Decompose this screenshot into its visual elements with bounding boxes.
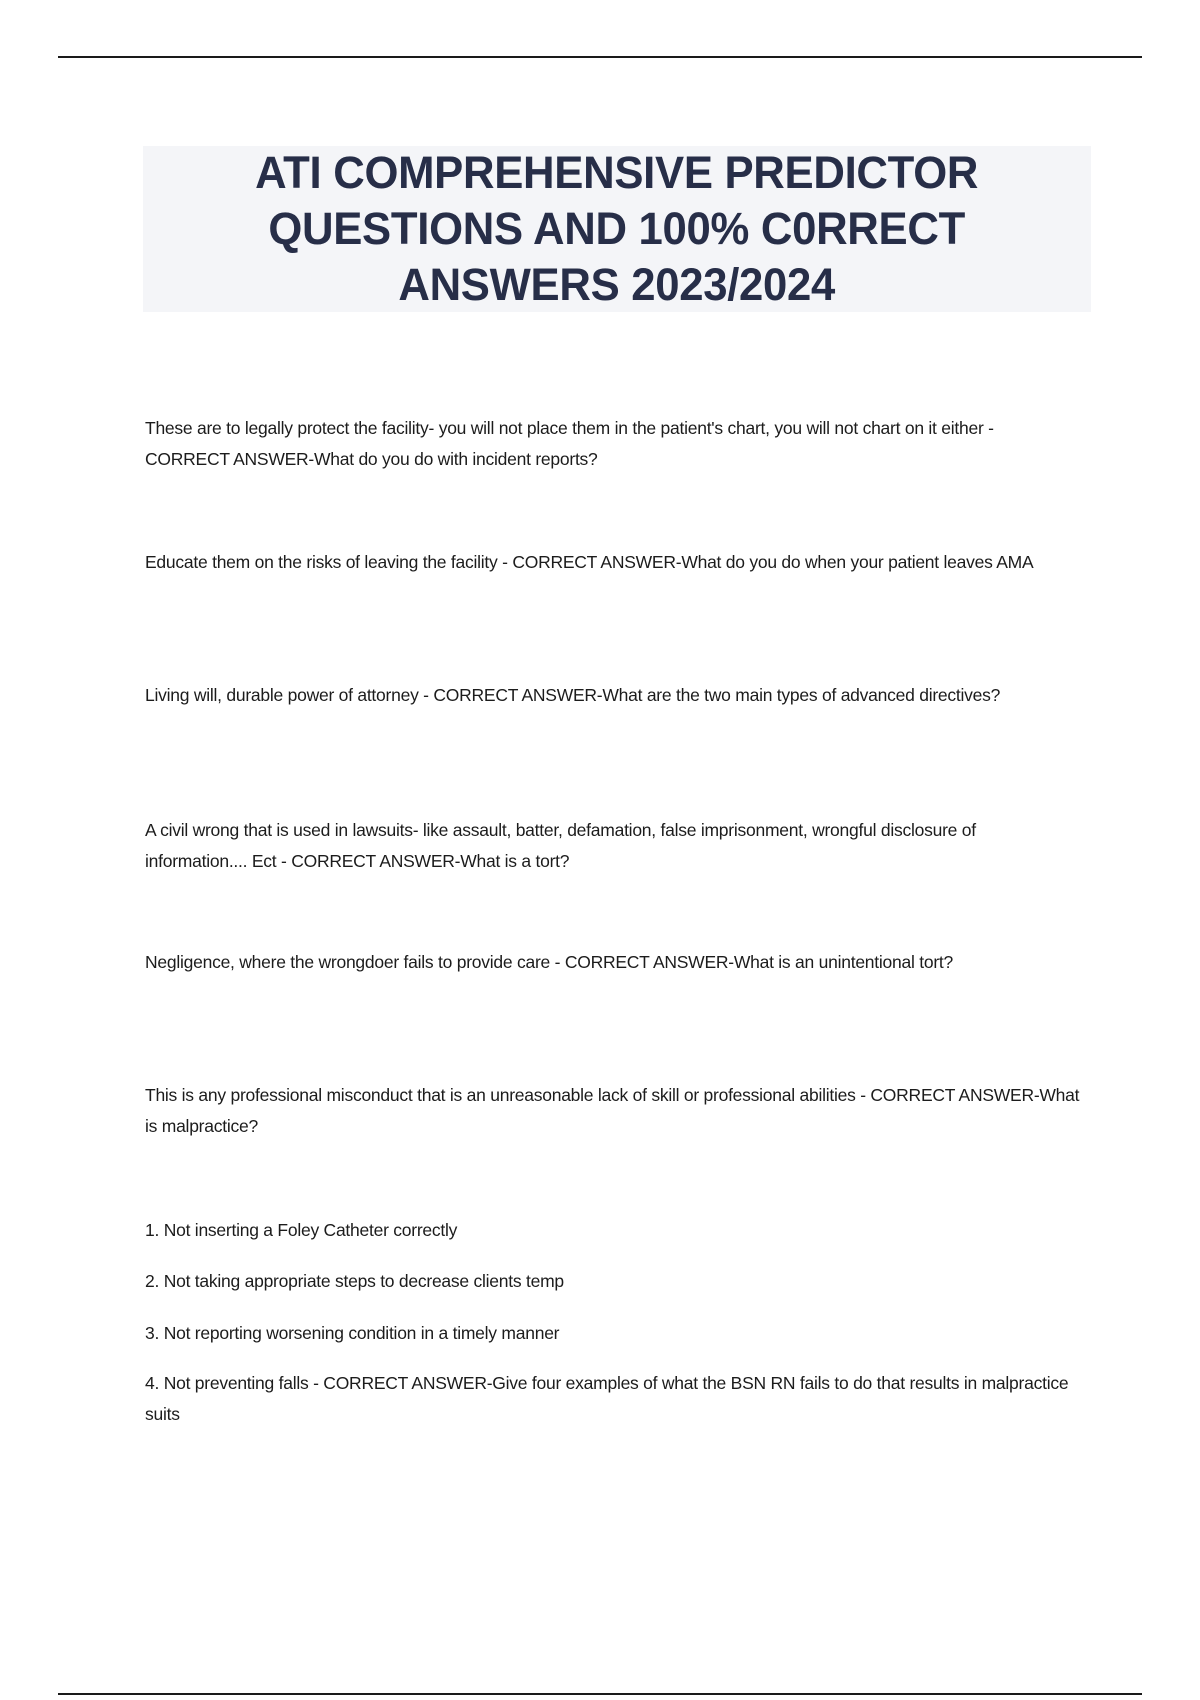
qa-item: Negligence, where the wrongdoer fails to provide care - CORRECT ANSWER-What is an unintentional tort? — [145, 952, 953, 972]
list-item: 4. Not preventing falls - CORRECT ANSWER-Give four examples of what the BSN RN fails to do that results in malpractice suits — [145, 1373, 1069, 1424]
list-item: 1. Not inserting a Foley Catheter correctly — [145, 1220, 458, 1240]
title-line: ATI COMPREHENSIVE PREDICTOR — [255, 147, 979, 198]
qa-item: These are to legally protect the facility- you will not place them in the patient's chart, you will not chart on it either - CORRECT ANSWER-What do you do with incident reports? — [145, 418, 994, 469]
title-line: ANSWERS 2023/2024 — [398, 259, 836, 310]
top-divider — [58, 56, 1142, 58]
qa-item: Educate them on the risks of leaving the facility - CORRECT ANSWER-What do you do when your patient leaves AMA — [145, 552, 1034, 572]
list-item: 3. Not reporting worsening condition in a timely manner — [145, 1323, 560, 1343]
qa-item: This is any professional misconduct that is an unreasonable lack of skill or professional abilities - CORRECT ANSWER-What is malpractice? — [145, 1085, 1080, 1136]
title-line: QUESTIONS AND 100% C0RRECT — [268, 203, 966, 254]
document-title — [256, 145, 979, 313]
bottom-divider — [58, 1693, 1142, 1695]
qa-item: A civil wrong that is used in lawsuits- like assault, batter, defamation, false imprisonment, wrongful disclosure of information.... Ect - CORRECT ANSWER-What is a tort? — [145, 820, 976, 871]
list-item: 2. Not taking appropriate steps to decrease clients temp — [145, 1271, 564, 1291]
title-banner — [143, 146, 1091, 312]
qa-item: Living will, durable power of attorney - CORRECT ANSWER-What are the two main types of advanced directives? — [145, 685, 1001, 705]
